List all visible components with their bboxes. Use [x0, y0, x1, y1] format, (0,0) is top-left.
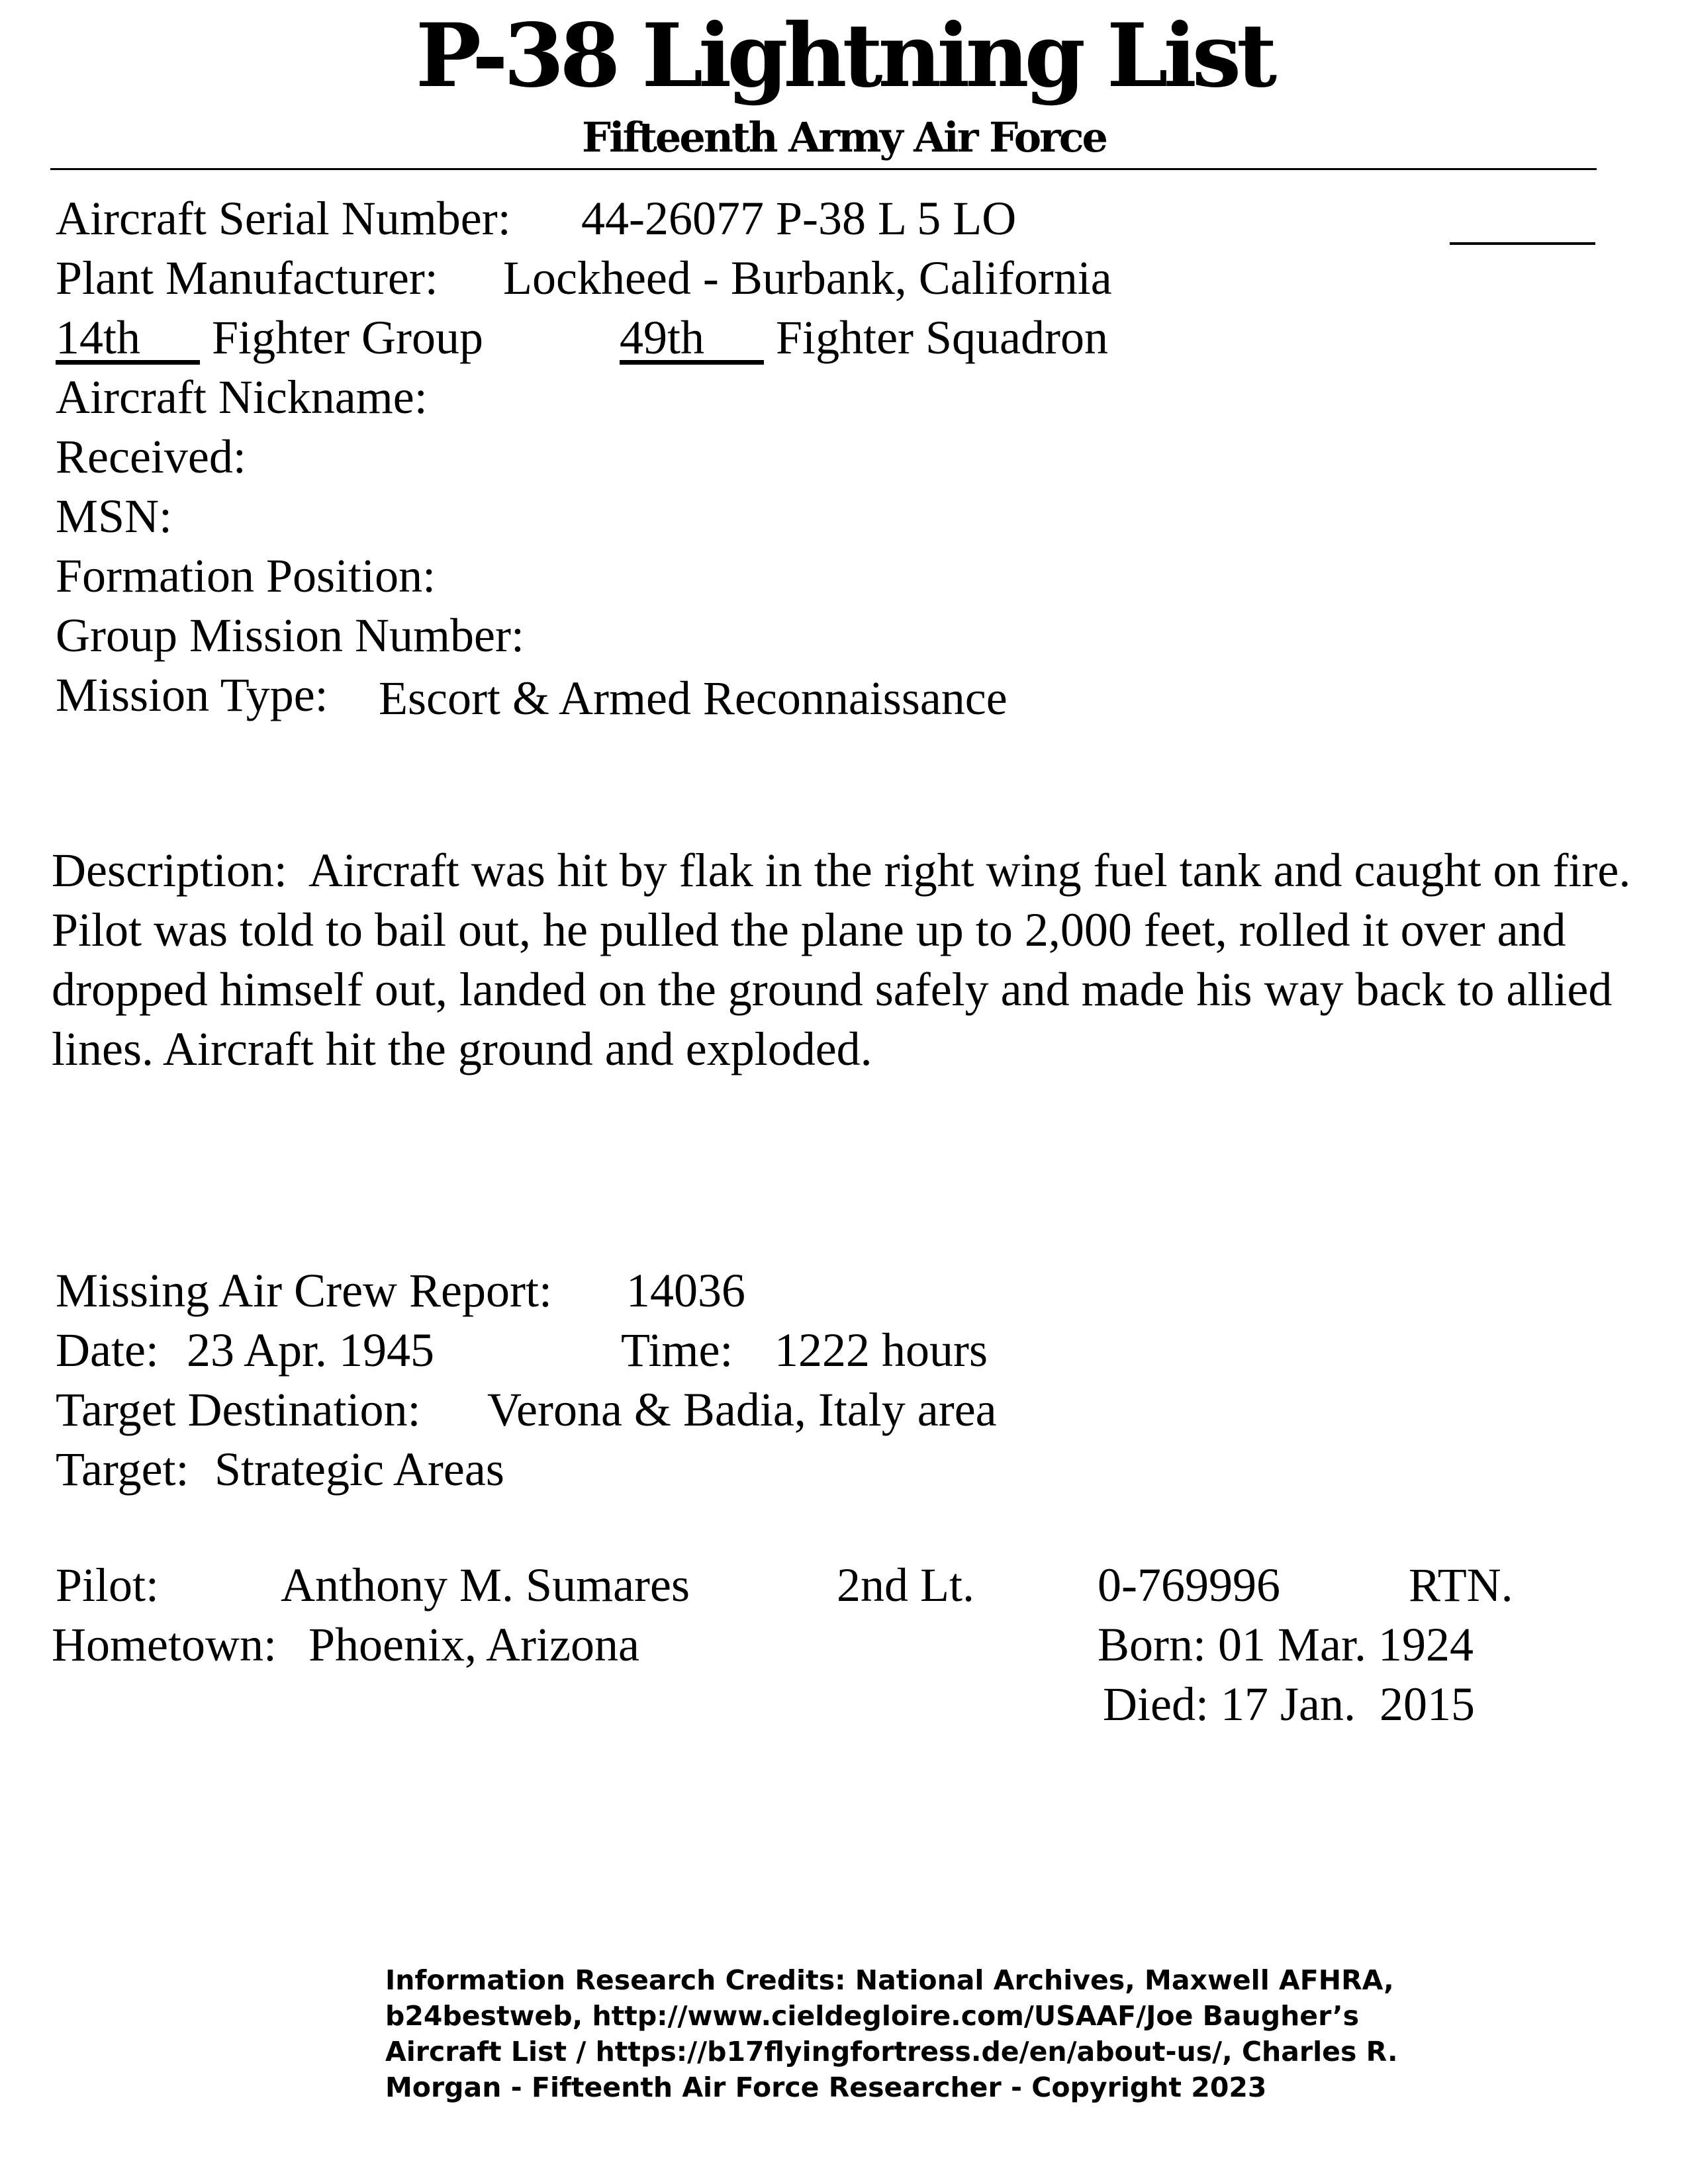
nickname-label: Aircraft Nickname: — [56, 371, 428, 424]
fighter-group-label: Fighter Group — [212, 311, 483, 364]
fighter-squadron-row — [620, 308, 1108, 367]
fighter-squadron-label: Fighter Squadron — [776, 311, 1108, 364]
date-label: Date: — [56, 1324, 159, 1377]
received-label: Received: — [56, 430, 246, 483]
serial-label: Aircraft Serial Number: — [56, 192, 511, 245]
hometown-value: Phoenix, Arizona — [308, 1618, 639, 1671]
credits-line: Morgan - Fifteenth Air Force Researcher - Copyright 2023 — [385, 2071, 1267, 2103]
target-label: Target: — [56, 1443, 189, 1496]
credits-line: Information Research Credits: National Archives, Maxwell AFHRA, — [385, 1964, 1394, 1996]
macr-value: 14036 — [626, 1264, 745, 1317]
pilot-name: Anthony M. Sumares — [281, 1559, 690, 1612]
died-row — [1103, 1674, 1475, 1734]
target-value: Strategic Areas — [214, 1443, 504, 1496]
died-value: 17 Jan. 2015 — [1220, 1678, 1475, 1731]
fighter-group-row — [56, 308, 483, 367]
manufacturer-value: Lockheed - Burbank, California — [503, 251, 1112, 304]
pilot-label: Pilot: — [56, 1559, 160, 1612]
header-divider — [50, 168, 1597, 170]
blank-field-line — [1450, 242, 1595, 245]
time-value: 1222 hours — [774, 1324, 988, 1377]
mission-type-value: Escort & Armed Reconnaissance — [379, 672, 1008, 725]
description-text: Aircraft was hit by flak in the right wing fuel tank and caught on fire. Pilot was told to bail out, he pulled the plane up to 2,000 feet, rolled it over and dropped himself out, landed on the ground safely and made his way back to allied lines. Aircraft hit the ground and exploded. — [52, 844, 1631, 1075]
pilot-status: RTN. — [1409, 1559, 1513, 1612]
manufacturer-label: Plant Manufacturer: — [56, 251, 438, 304]
fighter-group-number: 14th — [56, 311, 141, 364]
page-title: P-38 Lightning List — [415, 5, 1273, 107]
target-destination-label: Target Destination: — [56, 1383, 421, 1436]
formation-position-label: Formation Position: — [56, 549, 436, 602]
fighter-squadron-number: 49th — [620, 311, 705, 364]
credits-line: Aircraft List / https://b17flyingfortress.de/en/about-us/, Charles R. — [385, 2036, 1398, 2068]
group-mission-number-label: Group Mission Number: — [56, 609, 524, 662]
page-subtitle: Fifteenth Army Air Force — [582, 113, 1106, 161]
credits-line: b24bestweb, http://www.cieldegloire.com/USAAF/Joe Baugher’s — [385, 2000, 1360, 2032]
msn-label: MSN: — [56, 490, 173, 543]
target-destination-value: Verona & Badia, Italy area — [487, 1383, 997, 1436]
serial-value: 44-26077 P-38 L 5 LO — [581, 192, 1017, 245]
died-label: Died: — [1103, 1678, 1209, 1731]
description-label: Description: — [52, 844, 287, 897]
date-value: 23 Apr. 1945 — [187, 1324, 435, 1377]
research-credits — [385, 1962, 1418, 2105]
macr-label: Missing Air Crew Report: — [56, 1264, 552, 1317]
born-value: 01 Mar. 1924 — [1218, 1618, 1474, 1671]
description-block — [52, 841, 1667, 1079]
born-row — [1098, 1615, 1474, 1674]
born-label: Born: — [1098, 1618, 1207, 1671]
hometown-label: Hometown: — [52, 1618, 277, 1671]
mission-type-label: Mission Type: — [56, 668, 328, 721]
pilot-rank: 2nd Lt. — [837, 1559, 974, 1612]
pilot-serial: 0-769996 — [1098, 1559, 1280, 1612]
time-label: Time: — [621, 1324, 733, 1377]
